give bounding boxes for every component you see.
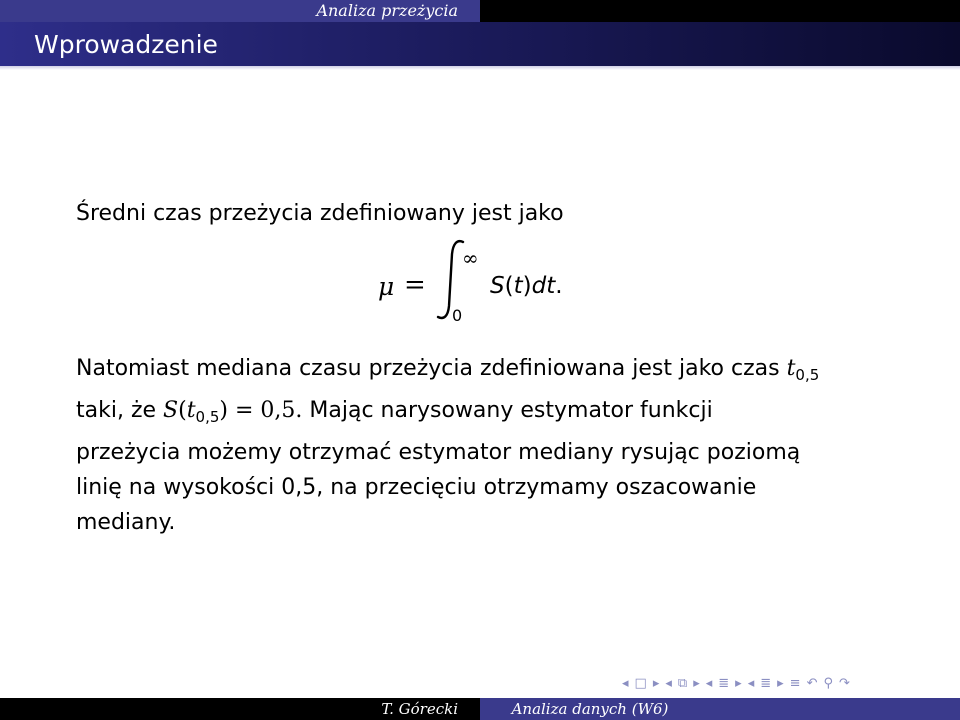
nav-next-section-icon[interactable]: ▸	[735, 675, 742, 691]
nav-document-icon[interactable]: ≣	[760, 675, 772, 691]
median-paragraph	[76, 351, 819, 540]
nav-prev-subsection-icon[interactable]: ◂	[665, 675, 672, 691]
footer-author: T. Górecki	[381, 700, 458, 718]
formula-equals: =	[404, 270, 426, 300]
nav-appendix-icon[interactable]: ≡	[789, 675, 801, 691]
median-line-3: przeżycia możemy otrzymać estymator mediany rysując poziomą	[76, 440, 801, 465]
median-line-5: mediany.	[76, 510, 176, 535]
mean-formula	[378, 248, 638, 332]
formula-integrand: S(t)dt.	[490, 273, 563, 299]
line1-t: t	[786, 356, 796, 381]
formula-mu: μ	[378, 272, 395, 301]
integrand-t2: t	[546, 273, 556, 299]
nav-next-subsection-icon[interactable]: ▸	[693, 675, 700, 691]
line2-t: t	[186, 398, 196, 423]
nav-prev-arrow-icon[interactable]: ◂	[622, 675, 629, 691]
integrand-period: .	[555, 273, 563, 299]
line1-sub: 0,5	[795, 366, 820, 384]
nav-subsection-icon[interactable]: ⧉	[677, 675, 688, 691]
median-line-2: taki, że $S(t_{0,5}) = 0,5$. Mając narysowany estymator funkcji	[76, 398, 713, 426]
slide-header	[0, 0, 960, 66]
median-line-1	[76, 351, 819, 393]
integrand-d: d	[531, 273, 547, 299]
line2-s: S	[163, 398, 179, 423]
line2-post: Mając narysowany estymator funkcji	[302, 398, 713, 423]
nav-prev-section-icon[interactable]: ◂	[705, 675, 713, 691]
line2-eq: ) = 0,5.	[219, 398, 303, 423]
line2-pre: taki, że	[76, 398, 164, 423]
header-shadow	[0, 66, 960, 70]
nav-prev-document-icon[interactable]: ◂	[747, 675, 755, 691]
slide-title: Wprowadzenie	[34, 30, 218, 59]
median-line-4: linię na wysokości 0,5, na przecięciu otrzymamy oszacowanie	[76, 475, 757, 500]
beamer-navigation	[622, 672, 960, 694]
line2-sub: 0,5	[195, 408, 220, 426]
footer-course: Analiza danych (W6)	[511, 700, 669, 718]
integrand-t: t	[513, 273, 523, 299]
nav-next-document-icon[interactable]: ▸	[777, 675, 784, 691]
nav-section-icon[interactable]: ≣	[718, 675, 730, 691]
header-right-bar	[480, 0, 960, 22]
nav-search-back-icon[interactable]: ↶	[806, 675, 818, 691]
nav-search-forward-icon[interactable]: ↷	[839, 675, 850, 691]
nav-next-arrow-icon[interactable]: ▸	[652, 675, 660, 691]
intro-paragraph: Średni czas przeżycia zdefiniowany jest jako	[76, 201, 564, 226]
line1-text: Natomiast mediana czasu przeżycia zdefiniowana jest jako czas	[76, 356, 787, 381]
nav-frame-icon[interactable]: □	[634, 675, 647, 691]
section-topic[interactable]: Analiza przeżycia	[316, 1, 458, 20]
formula-upper-limit: ∞	[462, 246, 479, 270]
formula-lower-limit: 0	[452, 306, 463, 325]
integrand-s: S	[490, 273, 505, 299]
nav-search-icon[interactable]: ⚲	[823, 675, 833, 691]
